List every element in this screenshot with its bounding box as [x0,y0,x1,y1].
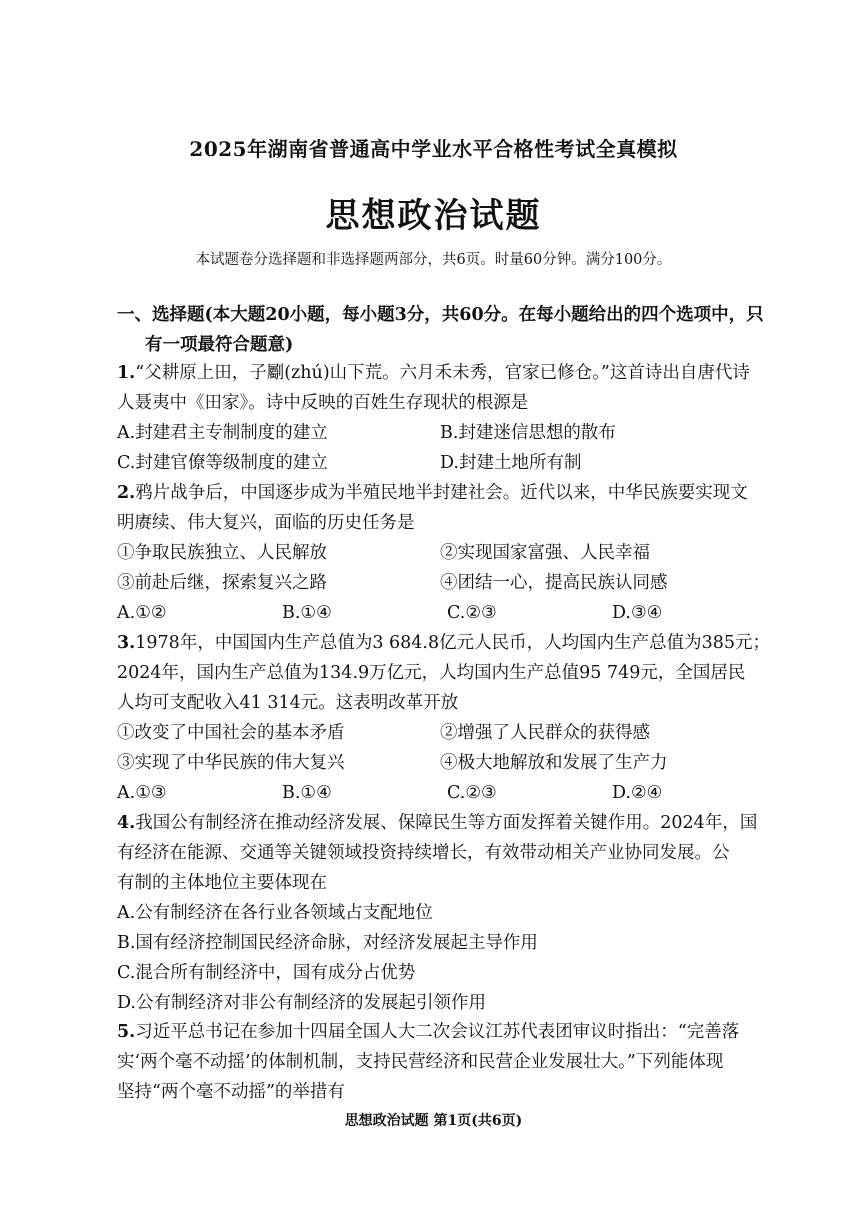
statement-1: ①争取民族独立、人民解放 [117,543,327,563]
question-stem-line: 坚持“两个毫不动摇”的举措有 [117,1082,345,1102]
option-d: D.②④ [612,783,663,803]
option-b: B.封建迷信思想的散布 [440,423,616,443]
option-a: A.①② [117,603,167,623]
option-a: A.①③ [117,783,167,803]
question-2 [117,478,782,628]
option-a: A.封建君主专制制度的建立 [117,423,328,443]
question-stem-line: “父耕原上田，子劚(zhú)山下荒。六月禾未秀，官家已修仓。”这首诗出自唐代诗 [135,363,750,383]
question-stem-line: 实‘两个毫不动摇’的体制机制，支持民营经济和民营企业发展壮大。”下列能体现 [117,1052,724,1072]
question-number: 3. [117,633,136,653]
question-stem-line: 有制的主体地位主要体现在 [117,873,327,893]
statement-1: ①改变了中国社会的基本矛盾 [117,723,345,743]
question-1 [117,358,782,478]
option-c: C.②③ [447,783,497,803]
option-a: A.公有制经济在各行业各领域占支配地位 [117,903,433,923]
statement-4: ④极大地解放和发展了生产力 [440,753,668,773]
section-heading-line1: 一、选择题(本大题20小题，每小题3分，共60分。在每小题给出的四个选项中，只 [117,305,764,325]
section-heading-line2: 有一项最符合题意) [145,335,294,355]
page-footer: 思想政治试题 第1页(共6页) [344,1113,523,1129]
question-stem-line: 人聂夷中《田家》。诗中反映的百姓生存现状的根源是 [117,393,529,413]
question-4 [117,808,782,1018]
option-d: D.封建土地所有制 [440,453,582,473]
exam-instructions: 本试题卷分选择题和非选择题两部分，共6页。时量60分钟。满分100分。 [195,252,672,268]
option-d: D.③④ [612,603,663,623]
question-3 [117,628,782,808]
question-5 [117,1017,782,1107]
question-stem-line: 2024年，国内生产总值为134.9万亿元，人均国内生产总值95 749元，全国居民 [117,663,746,683]
option-d: D.公有制经济对非公有制经济的发展起引领作用 [117,993,486,1013]
option-b: B.国有经济控制国民经济命脉，对经济发展起主导作用 [117,933,538,953]
option-c: C.混合所有制经济中，国有成分占优势 [117,963,416,983]
section-heading [117,300,782,360]
question-stem-line: 明赓续、伟大复兴，面临的历史任务是 [117,513,415,533]
question-number: 1. [117,363,136,383]
exam-title: 2025年湖南省普通高中学业水平合格性考试全真模拟 [189,137,678,161]
statement-2: ②实现国家富强、人民幸福 [440,543,650,563]
statement-2: ②增强了人民群众的获得感 [440,723,650,743]
statement-4: ④团结一心，提高民族认同感 [440,573,668,593]
statement-3: ③实现了中华民族的伟大复兴 [117,753,345,773]
question-stem-line: 习近平总书记在参加十四届全国人大二次会议江苏代表团审议时指出：“完善落 [135,1022,740,1042]
option-b: B.①④ [282,783,332,803]
question-stem-line: 鸦片战争后，中国逐步成为半殖民地半封建社会。近代以来，中华民族要实现文 [135,483,748,503]
option-c: C.②③ [447,603,497,623]
question-number: 5. [117,1022,136,1042]
question-number: 4. [117,813,136,833]
question-stem-line: 有经济在能源、交通等关键领域投资持续增长，有效带动相关产业协同发展。公 [117,843,730,863]
question-number: 2. [117,483,136,503]
statement-3: ③前赴后继，探索复兴之路 [117,573,327,593]
question-stem-line: 人均可支配收入41 314元。这表明改革开放 [117,693,459,713]
question-stem-line: 1978年，中国国内生产总值为3 684.8亿元人民币，人均国内生产总值为385元； [135,633,771,653]
question-stem-line: 我国公有制经济在推动经济发展、保障民生等方面发挥着关键作用。2024年，国 [135,813,758,833]
option-b: B.①④ [282,603,332,623]
subject-title: 思想政治试题 [325,196,542,236]
option-c: C.封建官僚等级制度的建立 [117,453,328,473]
